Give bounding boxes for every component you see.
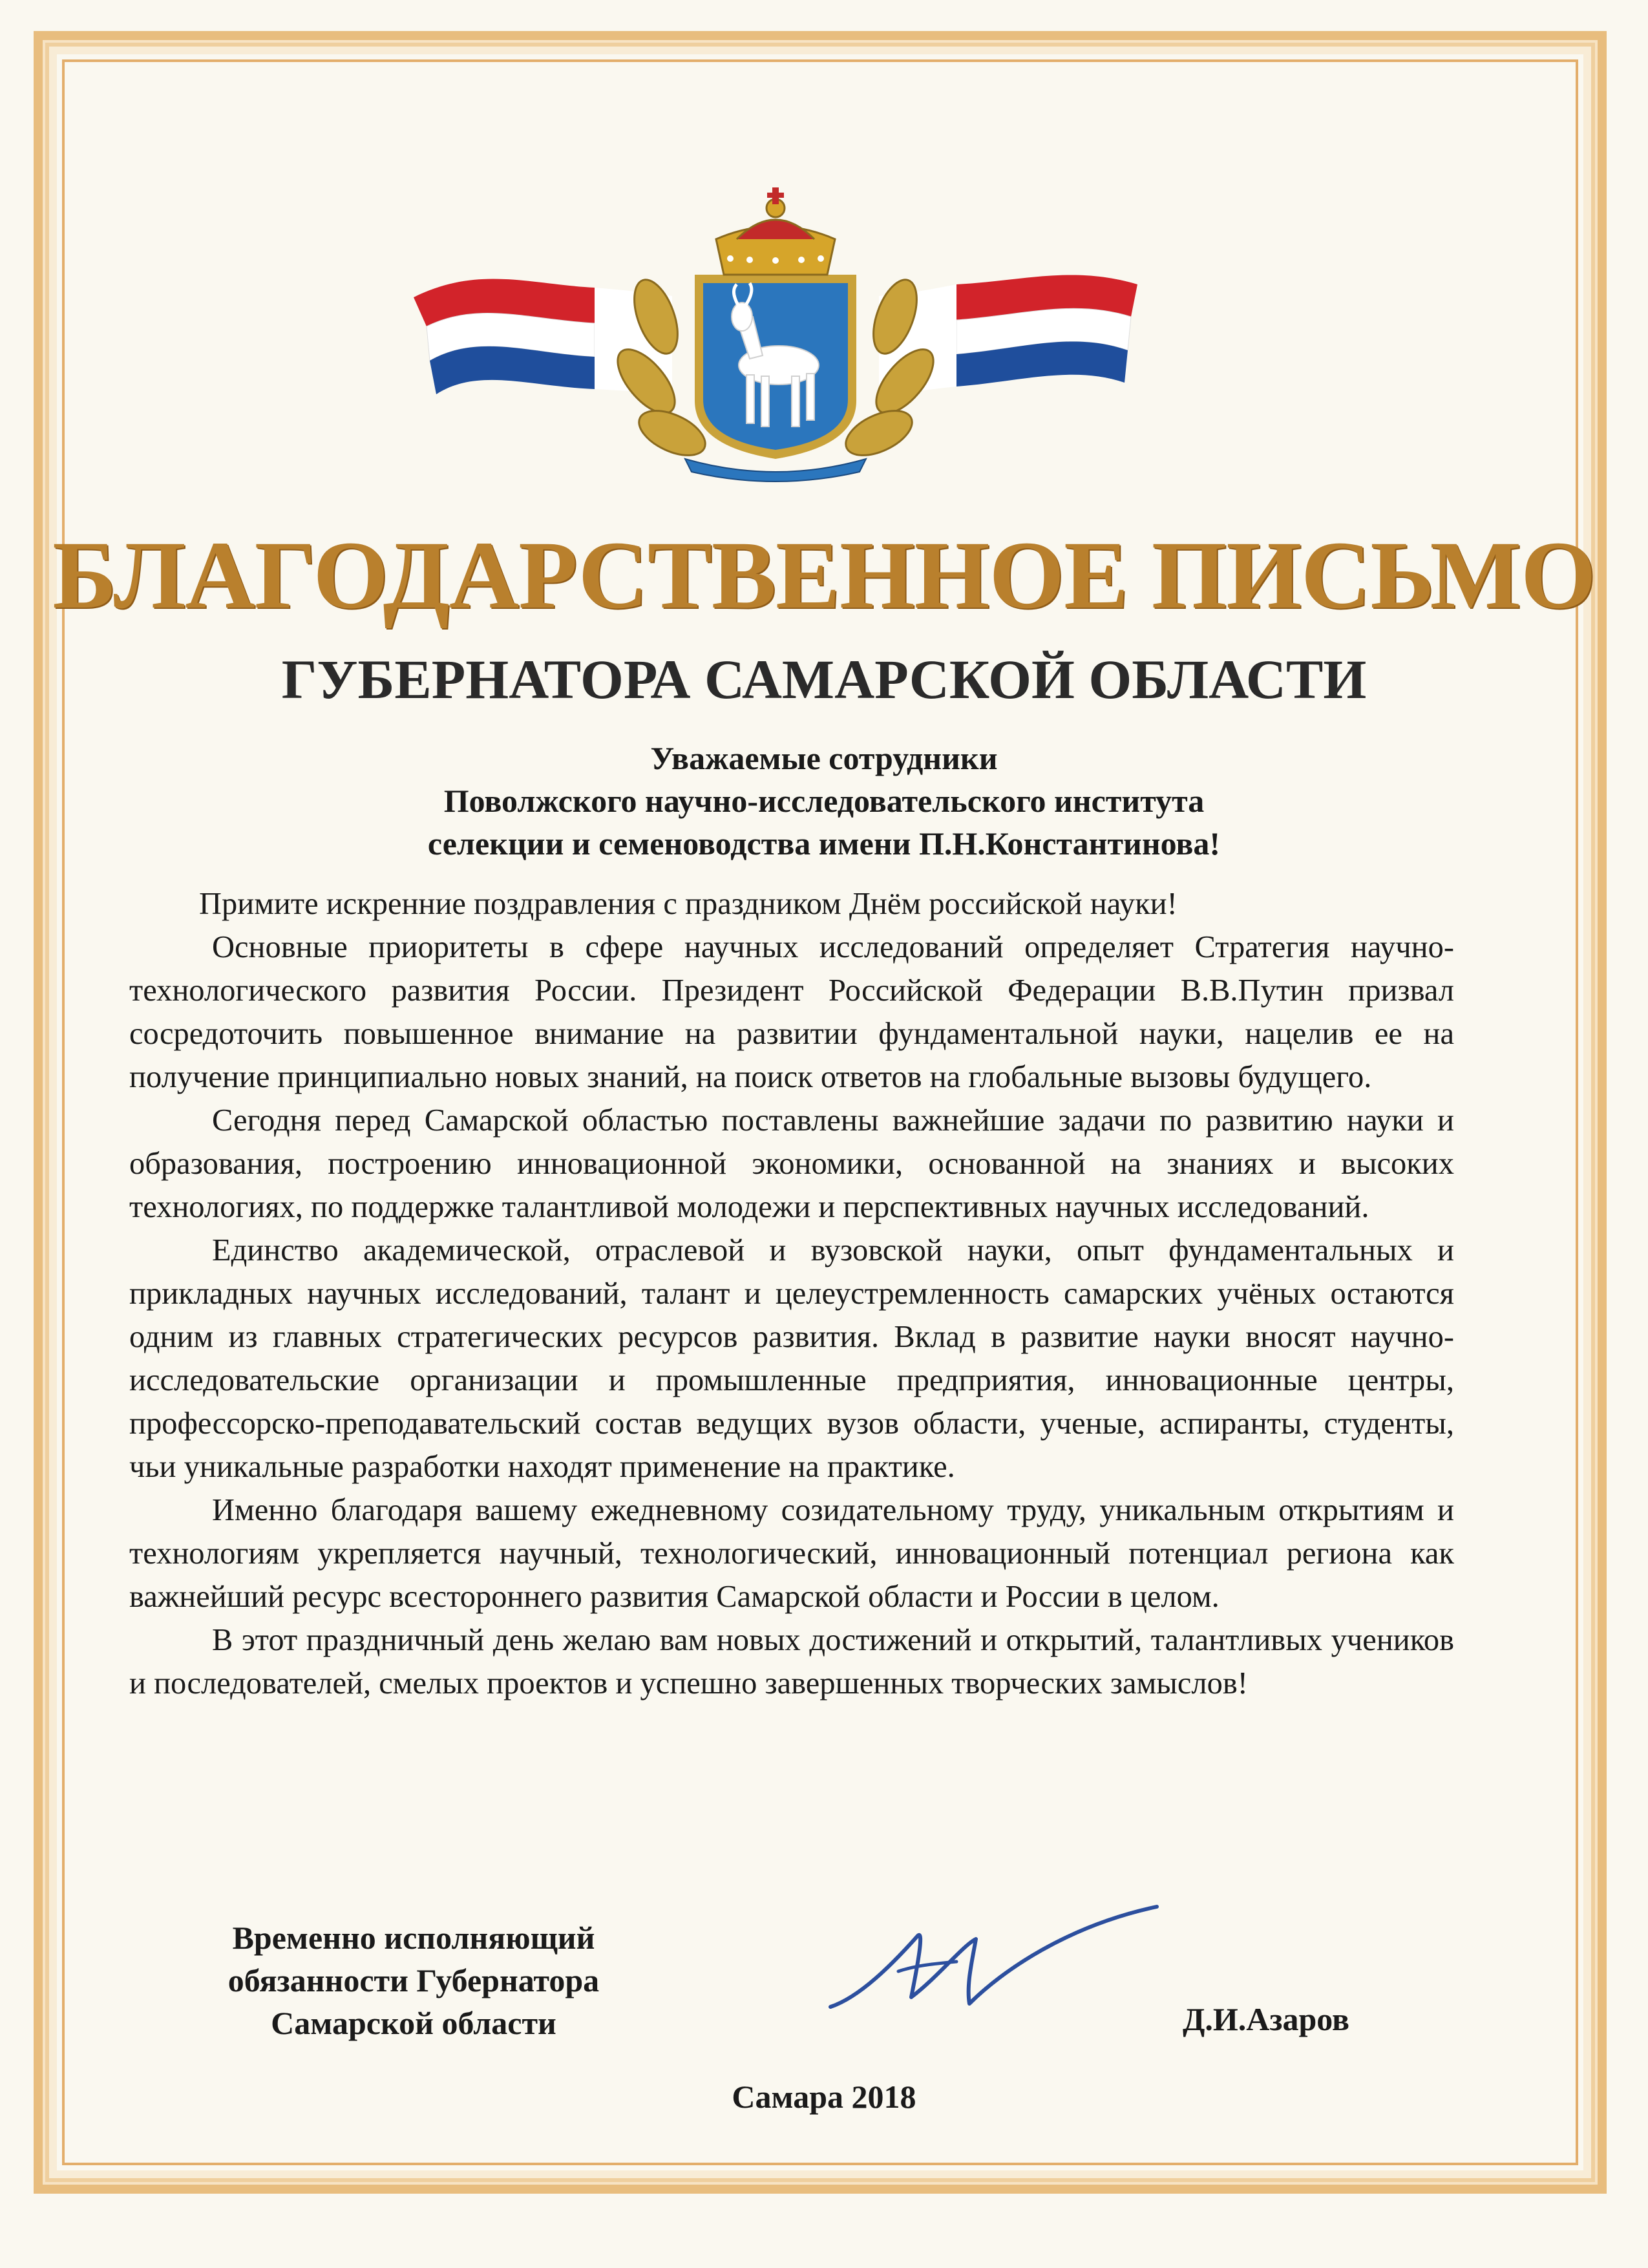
ribbon <box>685 459 866 482</box>
place-and-year: Самара 2018 <box>732 2079 916 2115</box>
body-paragraph: Единство академической, отраслевой и вузовской науки, опыт фундаментальных и прикладных научных исследований, талант и целеустремленность самарских учёных остаются одним из главных стратегических ресурсов развития. Вклад в развитие науки вносят научно-исследовательские организации и промышленные предприятия, инновационные центры, профессорско-преподавательский состав ведущих вузов области, ученые, аспиранты, студенты, чьи уникальные разработки находят применение на практике. <box>129 1233 1454 1484</box>
signatory-title-line: Временно исполняющий <box>232 1920 595 1956</box>
crown <box>716 187 835 275</box>
document-title: БЛАГОДАРСТВЕННОЕ ПИСЬМО <box>52 522 1596 629</box>
addressee-line: Поволжского научно-исследовательского института <box>443 783 1205 819</box>
body-paragraph: Именно благодаря вашему ежедневному созидательному труду, уникальным открытиям и технологиям укрепляется научный, технологический, инновационный потенциал региона как важнейший ресурс всестороннего развития Самарской области и России в целом. <box>129 1493 1454 1614</box>
body-paragraph: Основные приоритеты в сфере научных исследований определяет Стратегия научно-технологического развития России. Президент Российской Федерации В.В.Путин призвал сосредоточить повышенное внимание на развитии фундаментальной науки, нацелив ее на получение принципиально новых знаний, на поиск ответов на глобальные вызовы будущего. <box>129 930 1454 1094</box>
addressee-line: селекции и семеноводства имени П.Н.Константинова! <box>427 825 1221 862</box>
handwritten-signature-icon <box>821 1900 1183 2030</box>
body-paragraph: Сегодня перед Самарской областью поставлены важнейшие задачи по развитию науки и образования, построению инновационной экономики, основанной на знаниях и высоких технологиях, по поддержке талантливой молодежи и перспективных научных исследований. <box>129 1103 1454 1224</box>
signatory-name: Д.И.Азаров <box>1183 2001 1350 2037</box>
signatory-title-line: Самарской области <box>271 2005 556 2041</box>
body-paragraph: Примите искренние поздравления с праздником Днём российской науки! <box>199 887 1178 921</box>
addressee-block <box>0 737 1648 865</box>
document-subtitle: ГУБЕРНАТОРА САМАРСКОЙ ОБЛАСТИ <box>281 648 1367 710</box>
addressee-line: Уважаемые сотрудники <box>650 740 998 776</box>
letter-body <box>129 882 1454 1705</box>
signatory-title <box>187 1916 640 2044</box>
shield <box>695 275 856 459</box>
signatory-title-line: обязанности Губернатора <box>227 1962 600 1998</box>
samara-coat-of-arms-icon <box>401 187 1150 485</box>
body-paragraph: В этот праздничный день желаю вам новых достижений и открытий, талантливых учеников и последователей, смелых проектов и успешно завершенных творческих замыслов! <box>129 1623 1454 1701</box>
